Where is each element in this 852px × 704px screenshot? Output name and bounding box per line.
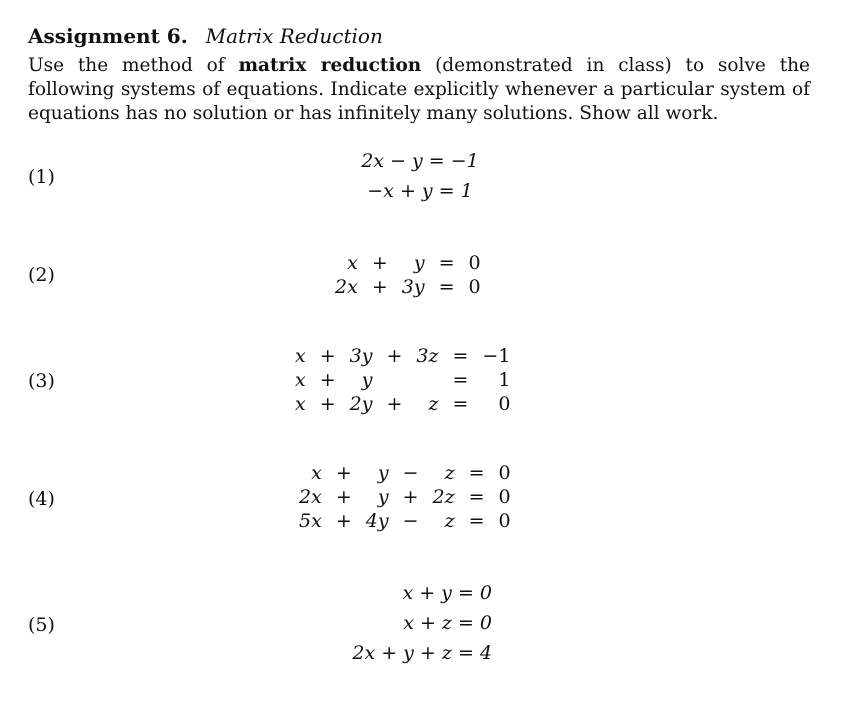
assignment-title — [28, 24, 383, 48]
operator: − — [402, 510, 419, 532]
term: z — [444, 462, 455, 484]
operator: + — [319, 369, 336, 391]
operator: + — [386, 393, 403, 415]
operator — [379, 368, 409, 392]
rhs-value: 0 — [498, 462, 511, 484]
term: 2z — [432, 486, 455, 508]
problem-1-equations — [330, 146, 510, 206]
equals-sign: = — [468, 462, 485, 484]
equation-row — [292, 461, 518, 485]
equals-sign: = — [452, 393, 469, 415]
instructions-text-end: (demonstrated in class) to solve the following systems of equations. Indicate explicitly whenever a particular system of equations has no solution or has infinitely many solutions. Show all work. — [28, 55, 810, 124]
term: y — [413, 252, 425, 274]
problem-5-label: (5) — [28, 614, 55, 636]
rhs-value: 0 — [468, 276, 481, 298]
operator: + — [319, 345, 336, 367]
problem-5-equations — [330, 578, 510, 668]
instructions-bold-term: matrix reduction — [238, 55, 422, 76]
term: x — [295, 345, 306, 367]
equals-sign: = — [468, 510, 485, 532]
title-italic: Matrix Reduction — [205, 24, 383, 48]
equals-sign: = — [452, 345, 469, 367]
equation-line: x + y = 0 — [402, 582, 492, 604]
equals-sign: = — [468, 486, 485, 508]
problem-1-label: (1) — [28, 166, 55, 188]
term: y — [377, 486, 389, 508]
equation-row — [328, 275, 488, 299]
equals-sign: = — [438, 276, 455, 298]
term — [409, 368, 445, 392]
rhs-value: 0 — [498, 486, 511, 508]
equation-row — [292, 485, 518, 509]
term: 2y — [349, 393, 373, 415]
operator: + — [371, 276, 388, 298]
term: z — [428, 393, 439, 415]
equation-row — [292, 509, 518, 533]
equation-row — [288, 368, 517, 392]
term: x — [295, 393, 306, 415]
term: y — [377, 462, 389, 484]
rhs-value: 0 — [498, 393, 511, 415]
operator: + — [371, 252, 388, 274]
term: 3y — [401, 276, 425, 298]
operator: + — [335, 462, 352, 484]
term: 2x — [335, 276, 358, 298]
operator: − — [402, 462, 419, 484]
operator: + — [402, 486, 419, 508]
equation-line: −x + y = 1 — [367, 180, 473, 202]
equation-row — [328, 251, 488, 275]
problem-4-system — [292, 461, 518, 533]
term: x — [311, 462, 322, 484]
operator: + — [335, 510, 352, 532]
equation-row — [288, 344, 517, 368]
rhs-value: 0 — [498, 510, 511, 532]
instructions-text-start: Use the method of — [28, 55, 239, 76]
problem-4-label: (4) — [28, 488, 55, 510]
equals-sign: = — [452, 369, 469, 391]
rhs-value: 0 — [468, 252, 481, 274]
equation-line: 2x + y + z = 4 — [352, 642, 492, 664]
term: 3y — [349, 345, 373, 367]
equation-line: x + z = 0 — [403, 612, 492, 634]
problem-3-label: (3) — [28, 370, 55, 392]
term: 3z — [416, 345, 439, 367]
equals-sign: = — [438, 252, 455, 274]
term: y — [361, 369, 373, 391]
term: 5x — [299, 510, 322, 532]
term: x — [295, 369, 306, 391]
problem-2-label: (2) — [28, 264, 55, 286]
equation-line: 2x − y = −1 — [361, 150, 479, 172]
operator: + — [335, 486, 352, 508]
instructions-paragraph — [28, 54, 810, 126]
rhs-value: 1 — [498, 369, 511, 391]
operator: + — [386, 345, 403, 367]
problem-2-system — [328, 251, 488, 299]
term: 2x — [299, 486, 322, 508]
term: z — [444, 510, 455, 532]
rhs-value: −1 — [482, 345, 511, 367]
title-bold: Assignment 6. — [28, 24, 188, 48]
term: 4y — [365, 510, 389, 532]
operator: + — [319, 393, 336, 415]
equation-row — [288, 392, 517, 416]
problem-3-system — [288, 344, 517, 416]
term: x — [347, 252, 358, 274]
